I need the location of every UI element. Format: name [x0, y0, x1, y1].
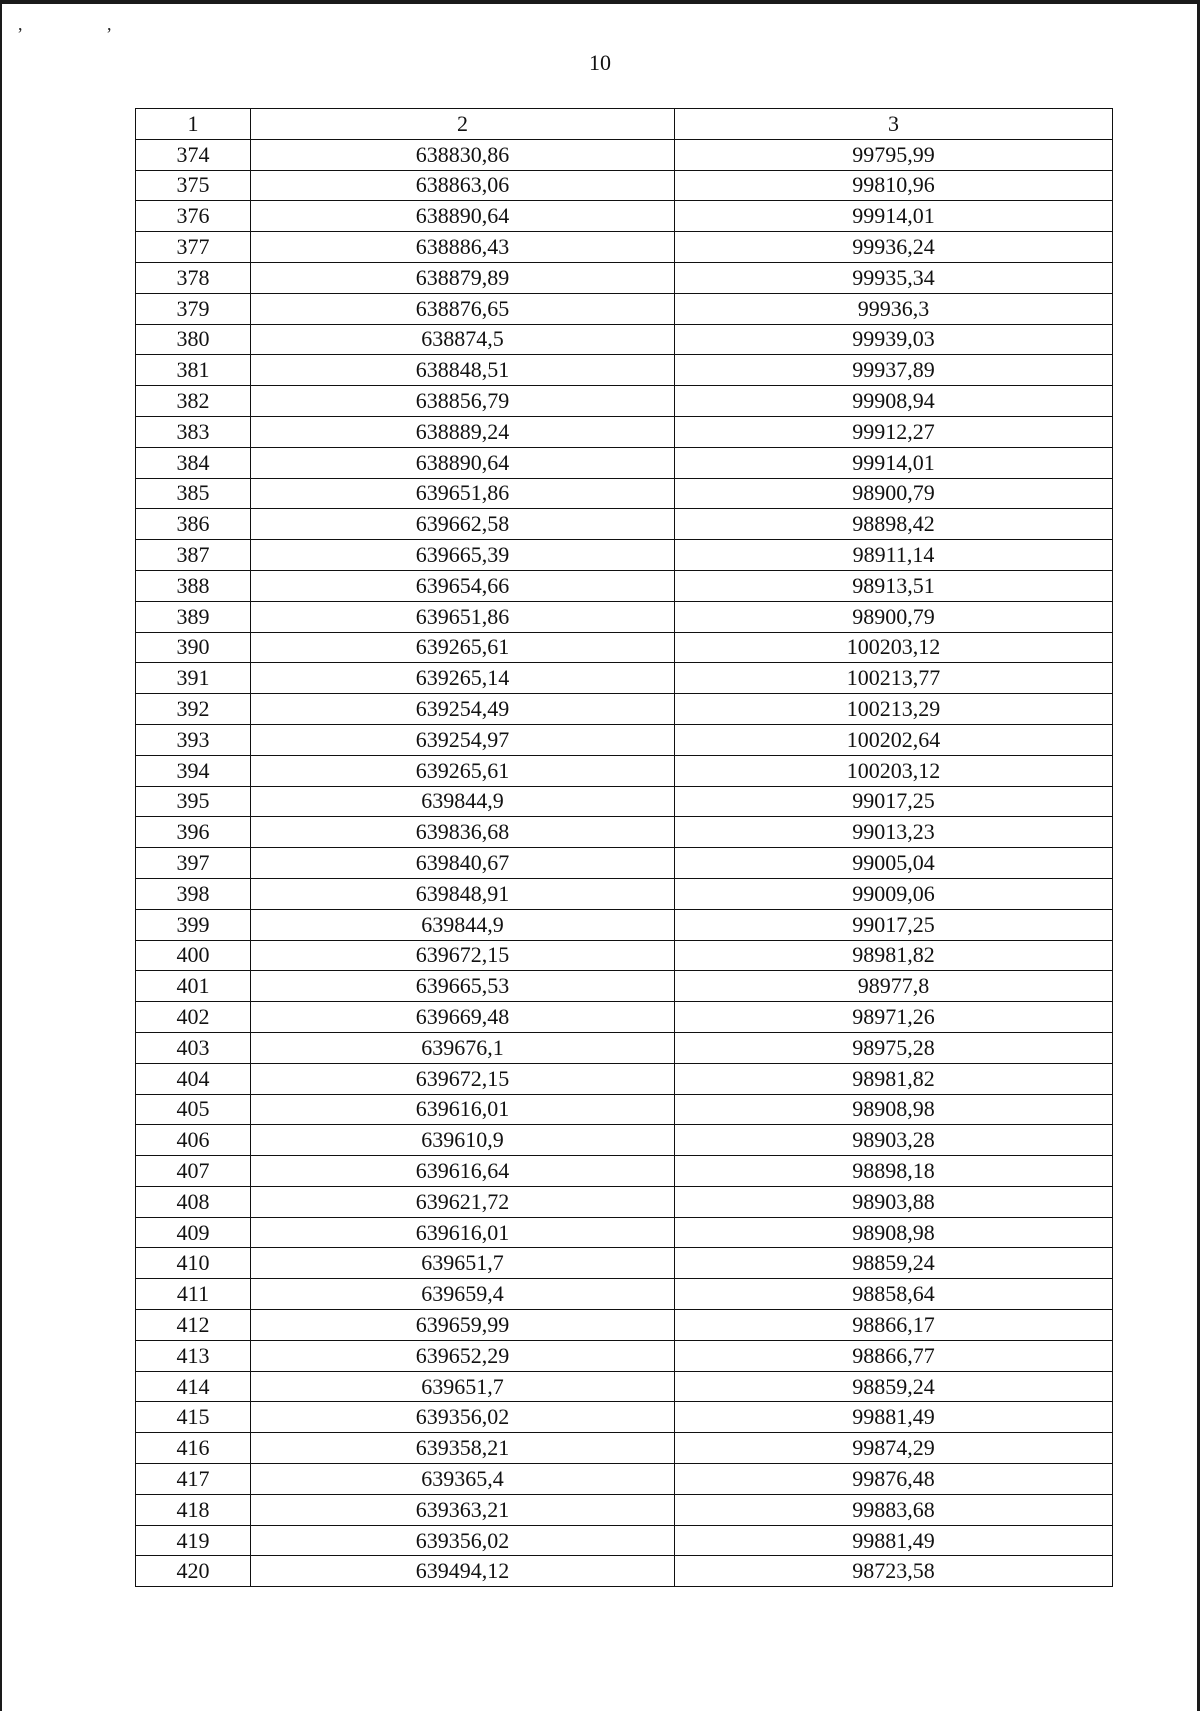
y-coordinate-cell: 99883,68 — [675, 1494, 1113, 1525]
x-coordinate-cell: 638863,06 — [251, 170, 675, 201]
x-coordinate-cell: 639363,21 — [251, 1494, 675, 1525]
x-coordinate-cell: 639652,29 — [251, 1340, 675, 1371]
y-coordinate-cell: 99936,24 — [675, 232, 1113, 263]
x-coordinate-cell: 639844,9 — [251, 909, 675, 940]
y-coordinate-cell: 98866,77 — [675, 1340, 1113, 1371]
y-coordinate-cell: 98900,79 — [675, 478, 1113, 509]
table-row — [136, 416, 1113, 447]
x-coordinate-cell: 639651,7 — [251, 1371, 675, 1402]
table-row — [136, 1433, 1113, 1464]
y-coordinate-cell: 99017,25 — [675, 909, 1113, 940]
x-coordinate-cell: 638874,5 — [251, 324, 675, 355]
x-coordinate-cell: 639672,15 — [251, 1063, 675, 1094]
point-number-cell: 394 — [136, 755, 251, 786]
point-number-cell: 399 — [136, 909, 251, 940]
point-number-cell: 384 — [136, 447, 251, 478]
y-coordinate-cell: 98903,28 — [675, 1125, 1113, 1156]
point-number-cell: 420 — [136, 1556, 251, 1587]
column-header-2: 2 — [251, 109, 675, 140]
x-coordinate-cell: 638876,65 — [251, 293, 675, 324]
table-row — [136, 724, 1113, 755]
y-coordinate-cell: 99936,3 — [675, 293, 1113, 324]
point-number-cell: 418 — [136, 1494, 251, 1525]
y-coordinate-cell: 99914,01 — [675, 201, 1113, 232]
x-coordinate-cell: 639265,14 — [251, 663, 675, 694]
x-coordinate-cell: 639662,58 — [251, 509, 675, 540]
point-number-cell: 415 — [136, 1402, 251, 1433]
scan-marks: , , — [18, 14, 152, 34]
y-coordinate-cell: 98858,64 — [675, 1279, 1113, 1310]
table-row — [136, 848, 1113, 879]
y-coordinate-cell: 98981,82 — [675, 1063, 1113, 1094]
y-coordinate-cell: 100203,12 — [675, 632, 1113, 663]
table-row — [136, 355, 1113, 386]
x-coordinate-cell: 639836,68 — [251, 817, 675, 848]
x-coordinate-cell: 639616,64 — [251, 1156, 675, 1187]
y-coordinate-cell: 98908,98 — [675, 1217, 1113, 1248]
y-coordinate-cell: 98911,14 — [675, 540, 1113, 571]
y-coordinate-cell: 98898,42 — [675, 509, 1113, 540]
table-row — [136, 509, 1113, 540]
point-number-cell: 414 — [136, 1371, 251, 1402]
point-number-cell: 388 — [136, 570, 251, 601]
y-coordinate-cell: 99881,49 — [675, 1525, 1113, 1556]
table-row — [136, 293, 1113, 324]
y-coordinate-cell: 99017,25 — [675, 786, 1113, 817]
point-number-cell: 411 — [136, 1279, 251, 1310]
table-row — [136, 601, 1113, 632]
y-coordinate-cell: 99810,96 — [675, 170, 1113, 201]
table-row — [136, 663, 1113, 694]
y-coordinate-cell: 99795,99 — [675, 139, 1113, 170]
point-number-cell: 379 — [136, 293, 251, 324]
point-number-cell: 417 — [136, 1464, 251, 1495]
column-header-3: 3 — [675, 109, 1113, 140]
coordinates-table — [135, 108, 1113, 1587]
point-number-cell: 396 — [136, 817, 251, 848]
scan-border-left — [0, 0, 2, 1711]
point-number-cell: 404 — [136, 1063, 251, 1094]
y-coordinate-cell: 99013,23 — [675, 817, 1113, 848]
x-coordinate-cell: 639358,21 — [251, 1433, 675, 1464]
y-coordinate-cell: 98908,98 — [675, 1094, 1113, 1125]
page-number: 10 — [589, 50, 611, 75]
x-coordinate-cell: 639254,97 — [251, 724, 675, 755]
y-coordinate-cell: 98859,24 — [675, 1371, 1113, 1402]
table-row — [136, 1402, 1113, 1433]
y-coordinate-cell: 98866,17 — [675, 1310, 1113, 1341]
y-coordinate-cell: 100213,29 — [675, 694, 1113, 725]
table-row — [136, 1063, 1113, 1094]
y-coordinate-cell: 98859,24 — [675, 1248, 1113, 1279]
y-coordinate-cell: 98913,51 — [675, 570, 1113, 601]
x-coordinate-cell: 639840,67 — [251, 848, 675, 879]
table-row — [136, 817, 1113, 848]
y-coordinate-cell: 99908,94 — [675, 386, 1113, 417]
table-row — [136, 324, 1113, 355]
x-coordinate-cell: 639610,9 — [251, 1125, 675, 1156]
table-row — [136, 1186, 1113, 1217]
point-number-cell: 374 — [136, 139, 251, 170]
point-number-cell: 400 — [136, 940, 251, 971]
point-number-cell: 416 — [136, 1433, 251, 1464]
x-coordinate-cell: 638886,43 — [251, 232, 675, 263]
y-coordinate-cell: 98975,28 — [675, 1032, 1113, 1063]
x-coordinate-cell: 639659,99 — [251, 1310, 675, 1341]
table-row — [136, 386, 1113, 417]
table-row — [136, 201, 1113, 232]
x-coordinate-cell: 639669,48 — [251, 1002, 675, 1033]
y-coordinate-cell: 98900,79 — [675, 601, 1113, 632]
x-coordinate-cell: 639651,86 — [251, 601, 675, 632]
x-coordinate-cell: 639654,66 — [251, 570, 675, 601]
table-row — [136, 1217, 1113, 1248]
point-number-cell: 376 — [136, 201, 251, 232]
table-row — [136, 1156, 1113, 1187]
table-row — [136, 1248, 1113, 1279]
x-coordinate-cell: 639616,01 — [251, 1094, 675, 1125]
table-row — [136, 940, 1113, 971]
x-coordinate-cell: 639651,86 — [251, 478, 675, 509]
y-coordinate-cell: 98971,26 — [675, 1002, 1113, 1033]
table-row — [136, 1340, 1113, 1371]
point-number-cell: 408 — [136, 1186, 251, 1217]
point-number-cell: 401 — [136, 971, 251, 1002]
point-number-cell: 392 — [136, 694, 251, 725]
point-number-cell: 398 — [136, 878, 251, 909]
table-row — [136, 1094, 1113, 1125]
x-coordinate-cell: 639848,91 — [251, 878, 675, 909]
x-coordinate-cell: 638856,79 — [251, 386, 675, 417]
y-coordinate-cell: 99937,89 — [675, 355, 1113, 386]
point-number-cell: 413 — [136, 1340, 251, 1371]
x-coordinate-cell: 639356,02 — [251, 1525, 675, 1556]
y-coordinate-cell: 99881,49 — [675, 1402, 1113, 1433]
point-number-cell: 385 — [136, 478, 251, 509]
x-coordinate-cell: 639494,12 — [251, 1556, 675, 1587]
x-coordinate-cell: 639356,02 — [251, 1402, 675, 1433]
y-coordinate-cell: 99005,04 — [675, 848, 1113, 879]
table-row — [136, 1494, 1113, 1525]
y-coordinate-cell: 98981,82 — [675, 940, 1113, 971]
point-number-cell: 403 — [136, 1032, 251, 1063]
x-coordinate-cell: 638890,64 — [251, 447, 675, 478]
point-number-cell: 390 — [136, 632, 251, 663]
table-row — [136, 878, 1113, 909]
table-row — [136, 1279, 1113, 1310]
y-coordinate-cell: 98903,88 — [675, 1186, 1113, 1217]
point-number-cell: 381 — [136, 355, 251, 386]
table-row — [136, 1002, 1113, 1033]
point-number-cell: 386 — [136, 509, 251, 540]
x-coordinate-cell: 639676,1 — [251, 1032, 675, 1063]
x-coordinate-cell: 638848,51 — [251, 355, 675, 386]
table-row — [136, 694, 1113, 725]
y-coordinate-cell: 100203,12 — [675, 755, 1113, 786]
table-row — [136, 540, 1113, 571]
point-number-cell: 402 — [136, 1002, 251, 1033]
x-coordinate-cell: 639621,72 — [251, 1186, 675, 1217]
table-row — [136, 909, 1113, 940]
y-coordinate-cell: 100213,77 — [675, 663, 1113, 694]
x-coordinate-cell: 639365,4 — [251, 1464, 675, 1495]
table-row — [136, 755, 1113, 786]
x-coordinate-cell: 639254,49 — [251, 694, 675, 725]
table-row — [136, 1525, 1113, 1556]
table-row — [136, 262, 1113, 293]
table-row — [136, 139, 1113, 170]
column-header-1: 1 — [136, 109, 251, 140]
table-row — [136, 478, 1113, 509]
table-row — [136, 1310, 1113, 1341]
x-coordinate-cell: 639844,9 — [251, 786, 675, 817]
x-coordinate-cell: 639265,61 — [251, 632, 675, 663]
x-coordinate-cell: 639265,61 — [251, 755, 675, 786]
point-number-cell: 419 — [136, 1525, 251, 1556]
y-coordinate-cell: 99874,29 — [675, 1433, 1113, 1464]
point-number-cell: 407 — [136, 1156, 251, 1187]
scan-border-top — [0, 0, 1200, 4]
point-number-cell: 405 — [136, 1094, 251, 1125]
y-coordinate-cell: 99935,34 — [675, 262, 1113, 293]
point-number-cell: 380 — [136, 324, 251, 355]
point-number-cell: 393 — [136, 724, 251, 755]
x-coordinate-cell: 639651,7 — [251, 1248, 675, 1279]
y-coordinate-cell: 99939,03 — [675, 324, 1113, 355]
x-coordinate-cell: 638830,86 — [251, 139, 675, 170]
y-coordinate-cell: 100202,64 — [675, 724, 1113, 755]
x-coordinate-cell: 639665,53 — [251, 971, 675, 1002]
table-row — [136, 1125, 1113, 1156]
x-coordinate-cell: 639665,39 — [251, 540, 675, 571]
y-coordinate-cell: 99912,27 — [675, 416, 1113, 447]
point-number-cell: 387 — [136, 540, 251, 571]
table-body — [136, 109, 1113, 1587]
point-number-cell: 397 — [136, 848, 251, 879]
y-coordinate-cell: 98723,58 — [675, 1556, 1113, 1587]
table-row — [136, 1032, 1113, 1063]
point-number-cell: 378 — [136, 262, 251, 293]
point-number-cell: 383 — [136, 416, 251, 447]
table-row — [136, 971, 1113, 1002]
point-number-cell: 395 — [136, 786, 251, 817]
x-coordinate-cell: 639659,4 — [251, 1279, 675, 1310]
point-number-cell: 389 — [136, 601, 251, 632]
table-row — [136, 570, 1113, 601]
table-row — [136, 1371, 1113, 1402]
point-number-cell: 409 — [136, 1217, 251, 1248]
x-coordinate-cell: 639616,01 — [251, 1217, 675, 1248]
x-coordinate-cell: 638889,24 — [251, 416, 675, 447]
table-header-row — [136, 109, 1113, 140]
point-number-cell: 406 — [136, 1125, 251, 1156]
table-row — [136, 632, 1113, 663]
table-row — [136, 170, 1113, 201]
y-coordinate-cell: 99009,06 — [675, 878, 1113, 909]
table-row — [136, 786, 1113, 817]
y-coordinate-cell: 99876,48 — [675, 1464, 1113, 1495]
point-number-cell: 391 — [136, 663, 251, 694]
table-row — [136, 447, 1113, 478]
point-number-cell: 410 — [136, 1248, 251, 1279]
x-coordinate-cell: 639672,15 — [251, 940, 675, 971]
point-number-cell: 377 — [136, 232, 251, 263]
y-coordinate-cell: 98977,8 — [675, 971, 1113, 1002]
table-row — [136, 232, 1113, 263]
point-number-cell: 382 — [136, 386, 251, 417]
point-number-cell: 375 — [136, 170, 251, 201]
y-coordinate-cell: 99914,01 — [675, 447, 1113, 478]
table-row — [136, 1556, 1113, 1587]
y-coordinate-cell: 98898,18 — [675, 1156, 1113, 1187]
table-row — [136, 1464, 1113, 1495]
point-number-cell: 412 — [136, 1310, 251, 1341]
x-coordinate-cell: 638879,89 — [251, 262, 675, 293]
x-coordinate-cell: 638890,64 — [251, 201, 675, 232]
